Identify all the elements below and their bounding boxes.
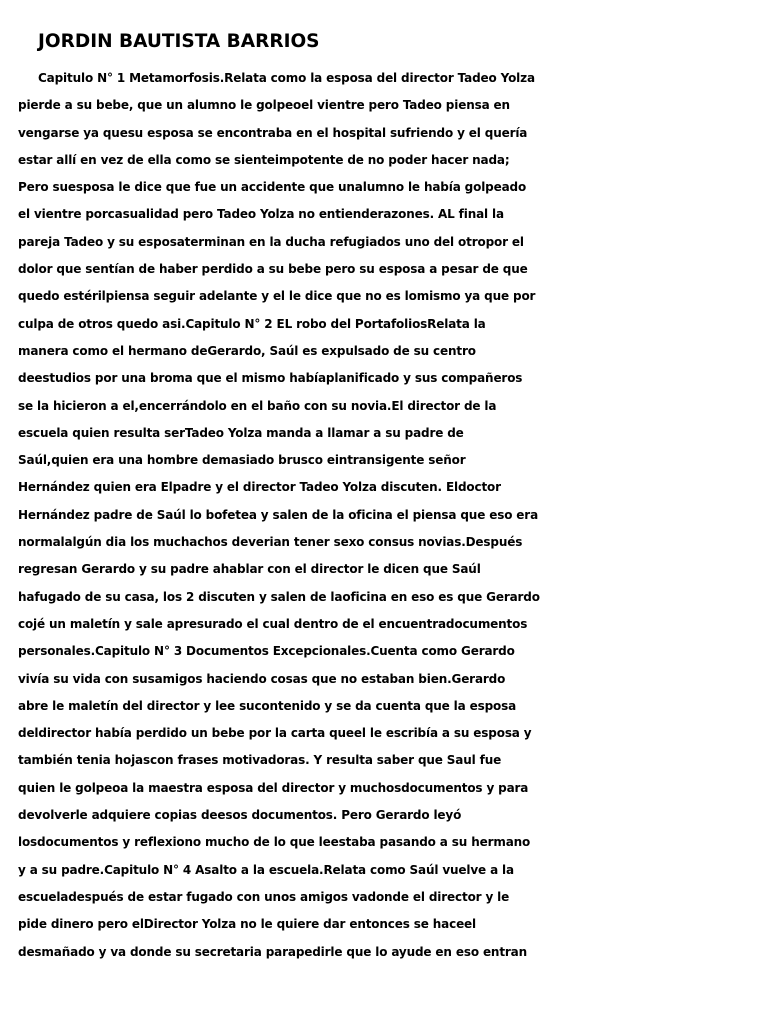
text-line: pareja Tadeo y su esposaterminan en la ducha refugiados uno del otropor el: [18, 234, 524, 249]
text-line: manera como el hermano deGerardo, Saúl es expulsado de su centro: [18, 343, 476, 358]
text-line: vengarse ya quesu esposa se encontraba en el hospital sufriendo y el quería: [18, 125, 528, 140]
text-line: Saúl,quien era una hombre demasiado brusco eintransigente señor: [18, 453, 466, 468]
text-line: estar allí en vez de ella como se sienteimpotente de no poder hacer nada;: [18, 152, 510, 167]
summary-paragraph: [18, 65, 766, 966]
text-line: abre le maletín del director y lee sucontenido y se da cuenta que la esposa: [18, 698, 517, 713]
text-line: vivía su vida con susamigos haciendo cosas que no estaban bien.Gerardo: [18, 671, 506, 686]
text-line: normalalgún dia los muchachos deverian tener sexo consus novias.Después: [18, 535, 523, 550]
text-line: quien le golpeoa la maestra esposa del director y muchosdocumentos y para: [18, 780, 529, 795]
text-line: Hernández quien era Elpadre y el director Tadeo Yolza discuten. Eldoctor: [18, 480, 501, 495]
text-line: hafugado de su casa, los 2 discuten y salen de laoficina en eso es que Gerardo: [18, 589, 540, 604]
text-line: regresan Gerardo y su padre ahablar con el director le dicen que Saúl: [18, 562, 481, 577]
text-line: se la hicieron a el,encerrándolo en el baño con su novia.El director de la: [18, 398, 497, 413]
text-line: quedo estérilpiensa seguir adelante y el le dice que no es lomismo ya que por: [18, 289, 536, 304]
text-line: pierde a su bebe, que un alumno le golpeoel vientre pero Tadeo piensa en: [18, 98, 510, 113]
text-line: cojé un maletín y sale apresurado el cual dentro de el encuentradocumentos: [18, 616, 528, 631]
text-line: personales.Capitulo N° 3 Documentos Excepcionales.Cuenta como Gerardo: [18, 644, 515, 659]
text-line: escuela quien resulta serTadeo Yolza manda a llamar a su padre de: [18, 425, 464, 440]
text-line: losdocumentos y reflexiono mucho de lo que leestaba pasando a su hermano: [18, 835, 531, 850]
text-line: culpa de otros quedo asi.Capitulo N° 2 EL robo del PortafoliosRelata la: [18, 316, 486, 331]
text-line: y a su padre.Capitulo N° 4 Asalto a la escuela.Relata como Saúl vuelve a la: [18, 862, 514, 877]
text-line: devolverle adquiere copias deesos documentos. Pero Gerardo leyó: [18, 808, 462, 823]
text-line: dolor que sentían de haber perdido a su bebe pero su esposa a pesar de que: [18, 262, 528, 277]
text-line: escueladespués de estar fugado con unos amigos vadonde el director y le: [18, 889, 510, 904]
author-heading: JORDIN BAUTISTA BARRIOS: [38, 31, 320, 52]
text-line: Hernández padre de Saúl lo bofetea y salen de la oficina el piensa que eso era: [18, 507, 539, 522]
text-line: desmañado y va donde su secretaria parapedirle que lo ayude en eso entran: [18, 944, 528, 959]
text-line: deldirector había perdido un bebe por la carta queel le escribía a su esposa y: [18, 726, 532, 741]
text-line: Pero suesposa le dice que fue un accidente que unalumno le había golpeado: [18, 180, 527, 195]
text-line: pide dinero pero elDirector Yolza no le quiere dar entonces se haceel: [18, 917, 477, 932]
text-line: también tenia hojascon frases motivadoras. Y resulta saber que Saul fue: [18, 753, 502, 768]
text-line: deestudios por una broma que el mismo habíaplanificado y sus compañeros: [18, 371, 523, 386]
text-line: Capitulo N° 1 Metamorfosis.Relata como la esposa del director Tadeo Yolza: [38, 71, 535, 85]
text-line: el vientre porcasualidad pero Tadeo Yolza no entienderazones. AL final la: [18, 207, 504, 222]
